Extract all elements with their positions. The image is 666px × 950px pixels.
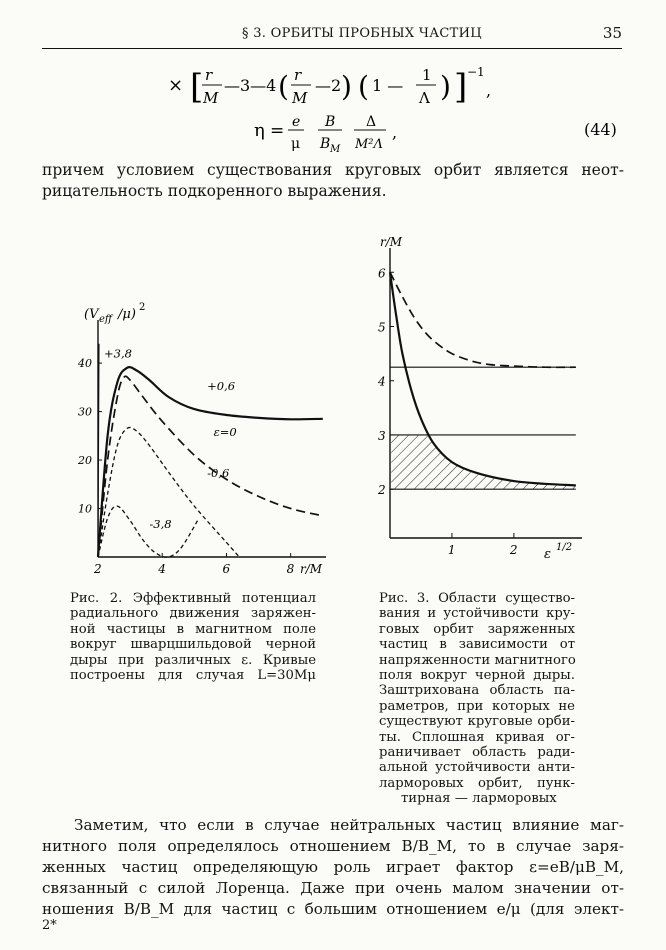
fig2-ylabel-sub: eff — [99, 314, 113, 325]
frac-numerator-1: 1 — [422, 66, 432, 84]
fig2-series-label: +0,6 — [207, 378, 236, 393]
fig3-caption-line: говых орбит заряженных — [379, 621, 575, 637]
fig3-caption-line: раметров, при которых не — [379, 698, 575, 714]
frac-numerator-r-2: r — [294, 66, 302, 84]
fig2-xlabel: r/M — [300, 562, 323, 576]
left-paren: ( — [278, 70, 289, 103]
fig3-x-tick-label: 1 — [447, 543, 456, 557]
equation-line-2 — [240, 110, 630, 156]
frac-numerator-r: r — [205, 66, 213, 84]
frac-M2Lambda: M²Λ — [355, 137, 383, 152]
fig3-ylabel: r/M — [380, 235, 403, 249]
fig3-caption-line: частиц в зависимости от — [379, 637, 575, 653]
fig2-series-line — [98, 367, 323, 557]
section-title: § 3. ОРБИТЫ ПРОБНЫХ ЧАСТИЦ — [242, 26, 482, 41]
figure-2-chart — [58, 292, 338, 582]
exponent-minus-one: −1 — [467, 65, 485, 79]
fig2-y-tick-label: 40 — [78, 357, 92, 371]
fig2-x-tick-label: 8 — [286, 562, 295, 576]
fig3-y-tick-label: 3 — [378, 428, 386, 443]
right-paren: ) — [341, 70, 352, 103]
trailing-comma-2: , — [392, 123, 398, 142]
fig2-y-tick-label: 10 — [78, 502, 92, 516]
body-paragraph — [42, 815, 624, 920]
trailing-comma: , — [486, 81, 492, 100]
fig3-caption-line: раничивает область ради- — [379, 745, 575, 761]
fig2-series-label: ε=0 — [213, 424, 237, 439]
minus-two: —2 — [315, 76, 342, 95]
fig3-y-tick-label: 5 — [378, 320, 386, 335]
times-symbol: × — [168, 75, 184, 96]
frac-denominator-lambda: Λ — [419, 89, 430, 107]
fig2-caption-line: построены для случая L=30Mμ — [70, 668, 316, 684]
eta-symbol: η — [254, 120, 265, 141]
fig3-caption-line: Рис. 3. Области существо- — [379, 591, 575, 606]
left-paren-2: ( — [358, 70, 369, 103]
fig2-x-tick-label: 4 — [158, 562, 166, 576]
running-header — [42, 22, 622, 49]
fig3-caption-line: ларморовых орбит, пунк- — [379, 775, 575, 791]
fig2-x-tick-label: 2 — [94, 562, 102, 576]
fig3-caption-line: Заштрихована область па- — [379, 683, 575, 699]
fig3-xlabel: ε — [544, 547, 551, 562]
frac-denominator-M: M — [203, 89, 219, 107]
fig2-series-label: -3,8 — [149, 516, 172, 531]
frac-denominator-M-2: M — [292, 89, 308, 107]
fig3-caption-line: поля вокруг черной дыры. — [379, 668, 575, 684]
one-minus: 1 — — [372, 76, 404, 95]
fig2-ylabel-sup: 2 — [139, 302, 146, 313]
body-line: связанный с силой Лоренца. Даже при очень малом значении от- — [42, 879, 624, 897]
page-number: 35 — [602, 24, 622, 42]
fig3-y-tick-label: 4 — [378, 374, 386, 389]
body-line: женных частиц определяющую роль играет фактор ε=eB/μB_M, — [42, 858, 624, 876]
fig3-series-line — [390, 272, 576, 367]
fig2-ylabel-main: (V — [84, 307, 99, 322]
fig2-series-label: -0,6 — [207, 466, 230, 481]
fig2-series-label: +3,8 — [104, 346, 132, 361]
fig3-y-tick-label: 2 — [378, 483, 386, 498]
figure-3-caption — [379, 591, 575, 807]
fig3-xlabel-sup: 1/2 — [556, 542, 573, 553]
fig2-series-line — [98, 506, 198, 557]
frac-BM-subscript: M — [330, 144, 341, 155]
equals-sign: = — [270, 121, 285, 141]
left-bracket: [ — [190, 67, 204, 107]
figure-2-caption — [70, 591, 316, 683]
fig3-caption-line: существуют круговые орби- — [379, 714, 575, 730]
equation-line-1 — [160, 58, 520, 114]
fig2-caption-line: вокруг шварцшильдовой черной — [70, 637, 316, 653]
right-bracket: ] — [454, 67, 468, 107]
fig2-caption-line: ной частицы в магнитном поле — [70, 621, 316, 637]
intro-line-1: причем условием существования круговых орбит является неот- — [42, 161, 624, 179]
fig2-caption-line: дыры при различных ε. Кривые — [70, 652, 316, 668]
fig2-series-line — [98, 424, 239, 557]
signature-mark: 2* — [42, 918, 57, 933]
fig2-caption-line: Рис. 2. Эффективный потенциал — [70, 591, 316, 606]
fig3-caption-line: альной устойчивости анти- — [379, 760, 575, 776]
figure-3-chart — [368, 228, 620, 568]
frac-mu: μ — [291, 136, 301, 152]
fig3-caption-line: ты. Сплошная кривая ог- — [379, 729, 575, 745]
equation-number: (44) — [584, 120, 617, 139]
frac-delta: Δ — [366, 114, 377, 130]
fig2-y-tick-label: 20 — [78, 454, 92, 468]
fig2-caption-line: радиального движения заряжен- — [70, 606, 316, 622]
body-line: ношения B/B_M для частиц с большим отношением e/μ (для элект- — [42, 900, 624, 918]
intro-line-2: рицательность подкоренного выражения. — [42, 182, 387, 200]
frac-e: e — [292, 114, 301, 130]
intro-paragraph — [42, 160, 624, 202]
fig3-caption-line: тирная — ларморовых — [401, 791, 557, 807]
fig2-ylabel-tail: /μ) — [118, 307, 136, 322]
fig2-x-tick-label: 6 — [222, 562, 231, 576]
fig3-y-tick-label: 6 — [378, 266, 386, 281]
fig3-x-tick-label: 2 — [509, 543, 518, 557]
right-paren-2: ) — [440, 70, 451, 103]
frac-BM: B — [320, 136, 331, 152]
fig2-y-tick-label: 30 — [78, 405, 92, 419]
body-line: нитного поля определялось отношением B/B_M, то в случае заря- — [42, 837, 624, 855]
fig3-caption-line: напряженности магнитного — [379, 652, 576, 668]
frac-B: B — [325, 114, 336, 130]
fig3-hatched-region — [391, 435, 576, 489]
body-line: Заметим, что если в случае нейтральных частиц влияние маг- — [74, 816, 624, 834]
fig3-caption-line: вания и устойчивости кру- — [379, 606, 575, 622]
minus-three-minus-four: —3—4 — [224, 76, 277, 95]
